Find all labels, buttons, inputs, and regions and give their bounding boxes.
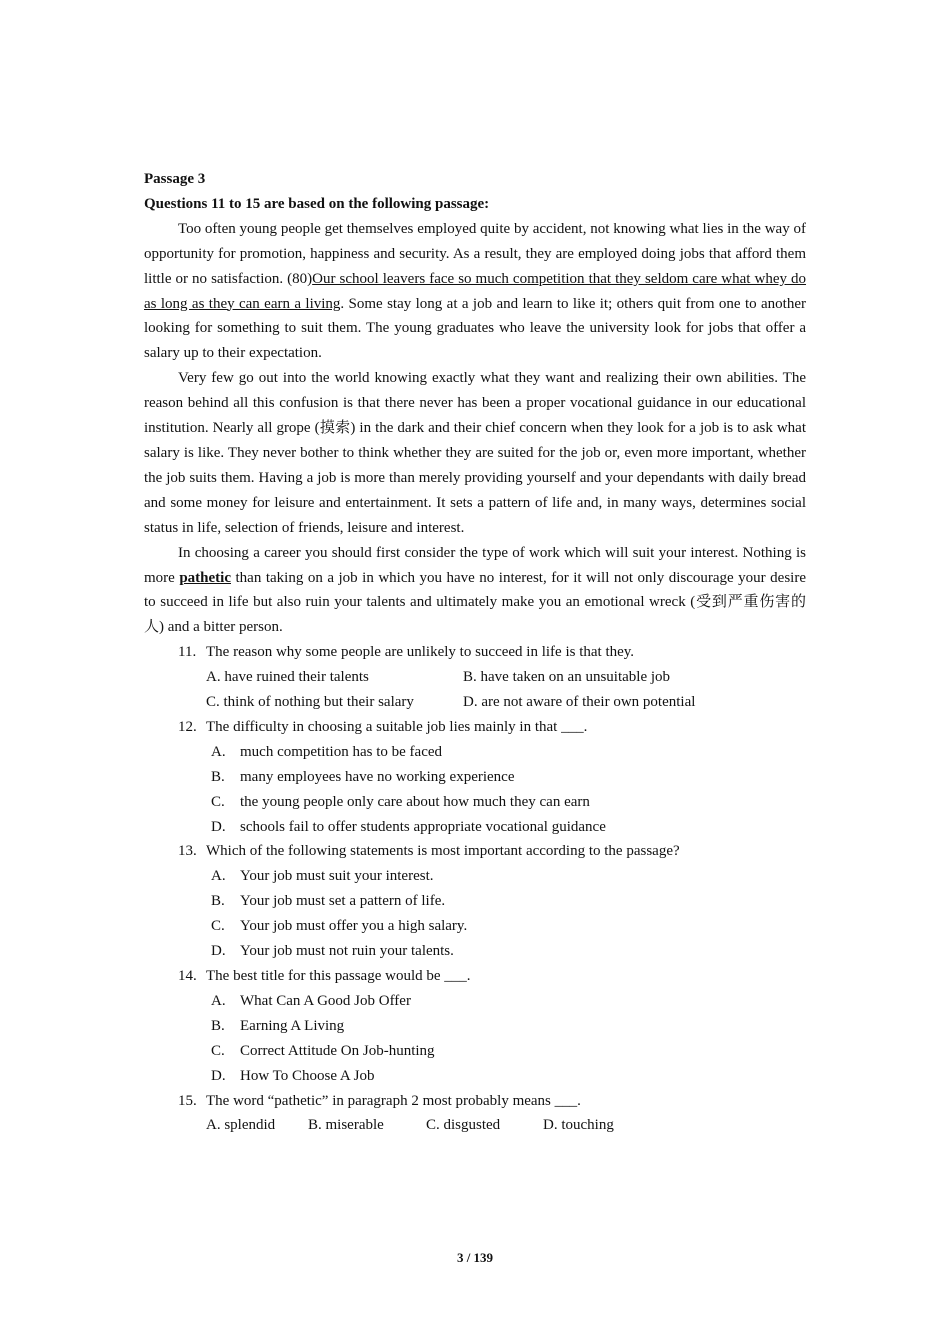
paragraph-2: Very few go out into the world knowing exactly what they want and realizing their own abilities. The reason behind all this confusion is that there never has been a proper vocational guidance in our educational institution. Nearly all grope (摸索) in the dark and their chief concern when they look for a job is to ask what salary is like. They never bother to think whether they are suited for the job or, even more important, whether the job suits them. Having a job is more than merely providing yourself and your dependants with daily bread and some money for leisure and entertainment. It sets a pattern of life and, in many ways, determines social status in life, selection of friends, leisure and interest. (144, 370, 806, 536)
option-c: C. think of nothing but their salary (206, 694, 414, 711)
option-a (206, 989, 806, 1014)
paragraph-1 (144, 217, 806, 366)
question-number: 12. (178, 718, 197, 735)
option-letter: B. (211, 768, 225, 785)
option-letter: B. (211, 893, 225, 910)
option-text: much competition has to be faced (240, 743, 443, 760)
passage-label: Passage 3 (144, 171, 206, 187)
paragraph-3-end: than taking on a job in which you have no interest, for it will not only discourage your desire to succeed in life but also ruin your talents and ultimately make you an emotional wreck (受到严重伤害的人) and a bitter person. (144, 569, 806, 636)
paragraph-3-start: In choosing a career you should first consider the type of work which will suit your interest. Nothing is more (144, 544, 806, 586)
paragraph-1-end: . Some stay long at a job and learn to like it; others quit from one to another looking for something to suit them. The young graduates who leave the university look for jobs that offer a salary up to their expectation. (144, 295, 806, 362)
question-number: 13. (178, 843, 197, 860)
option-d: D. touching (543, 1117, 614, 1134)
paragraph-3 (144, 541, 806, 641)
option-b (206, 765, 806, 790)
question-stem: The reason why some people are unlikely to succeed in life is that they. (206, 644, 635, 661)
question-number: 14. (178, 968, 197, 984)
option-c (206, 1039, 806, 1064)
option-b: B. miserable (308, 1117, 384, 1134)
option-c (206, 790, 806, 815)
option-b (206, 1014, 806, 1039)
question-13-options (144, 864, 806, 964)
option-text: Correct Attitude On Job-hunting (240, 1042, 435, 1059)
page-indicator: 3 / 139 (456, 1250, 494, 1265)
option-letter: C. (211, 1042, 225, 1059)
option-a: A. splendid (206, 1117, 276, 1134)
paragraph-1-start: Too often young people get themselves employed quite by accident, not knowing what lies in the way of opportunity for promotion, happiness and security. As a result, they are employed doing jobs that afford them little or no satisfaction. (80) (144, 220, 806, 287)
option-text: Your job must suit your interest. (240, 868, 434, 885)
question-11 (144, 640, 806, 665)
option-letter: C. (211, 793, 225, 810)
option-a (206, 740, 806, 765)
option-text: Your job must set a pattern of life. (240, 893, 446, 910)
option-d (206, 1064, 806, 1089)
question-11-options (144, 665, 806, 715)
question-14-options (144, 989, 806, 1089)
question-14 (144, 964, 806, 989)
option-letter: D. (211, 1067, 226, 1084)
document-page (144, 167, 806, 1138)
option-a: A. have ruined their talents (206, 669, 369, 686)
underlined-sentence: Our school leavers face so much competition that they seldom care what whey do as long as they can earn a living (144, 270, 807, 312)
option-text: Earning A Living (240, 1017, 345, 1034)
option-letter: C. (211, 918, 225, 935)
question-stem: The difficulty in choosing a suitable job lies mainly in that ___. (206, 718, 588, 735)
option-letter: A. (211, 743, 226, 760)
question-12 (144, 715, 806, 740)
option-text: How To Choose A Job (240, 1067, 375, 1084)
option-c: C. disgusted (426, 1117, 501, 1134)
question-15-options (144, 1113, 806, 1138)
option-text: schools fail to offer students appropriate vocational guidance (240, 818, 606, 835)
option-a (206, 864, 806, 889)
option-letter: B. (211, 1017, 225, 1034)
option-text: Your job must not ruin your talents. (240, 943, 454, 960)
option-text: the young people only care about how much they can earn (240, 793, 590, 810)
question-13 (144, 839, 806, 864)
instruction: Questions 11 to 15 are based on the following passage: (144, 195, 490, 212)
question-15 (144, 1089, 806, 1114)
question-stem: The best title for this passage would be ___. (206, 968, 471, 984)
option-c (206, 914, 806, 939)
option-letter: D. (211, 943, 226, 960)
option-letter: A. (211, 868, 226, 885)
question-number: 11. (178, 644, 197, 661)
option-text: What Can A Good Job Offer (240, 992, 411, 1009)
option-b (206, 889, 806, 914)
option-letter: D. (211, 818, 226, 835)
option-b: B. have taken on an unsuitable job (463, 669, 671, 686)
option-d: D. are not aware of their own potential (463, 694, 696, 711)
option-text: Your job must offer you a high salary. (240, 918, 468, 935)
highlighted-word: pathetic (179, 569, 231, 586)
option-letter: A. (211, 992, 226, 1009)
option-text: many employees have no working experience (240, 768, 515, 785)
question-stem: Which of the following statements is most important according to the passage? (206, 843, 680, 860)
question-number: 15. (178, 1092, 197, 1109)
question-12-options (144, 740, 806, 840)
question-stem: The word “pathetic” in paragraph 2 most probably means ___. (206, 1092, 581, 1109)
option-d (206, 939, 806, 964)
option-d (206, 815, 806, 840)
